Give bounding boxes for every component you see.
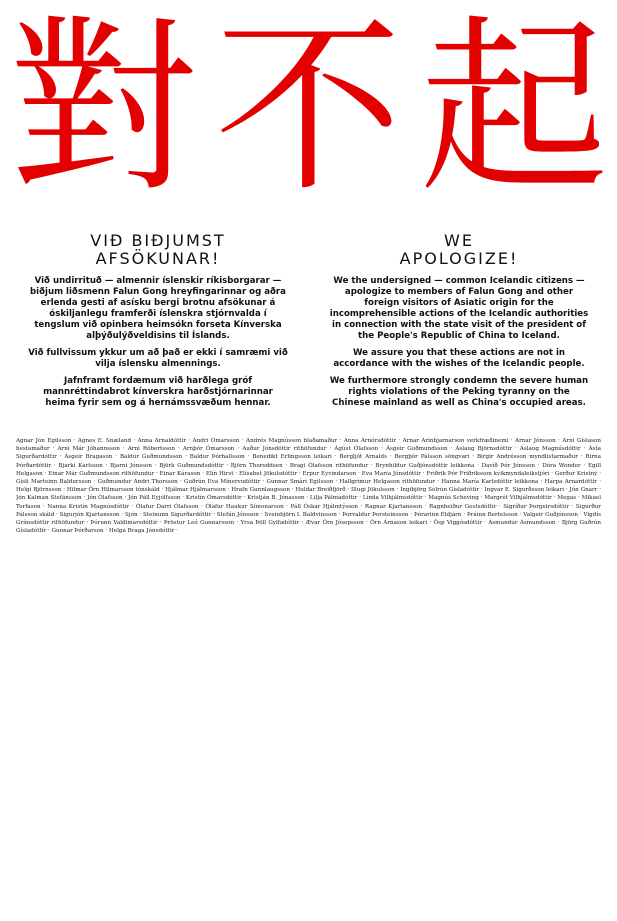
character-bu: 不 xyxy=(214,0,403,218)
english-heading xyxy=(329,232,589,268)
chinese-characters xyxy=(0,0,617,218)
icelandic-column xyxy=(28,232,288,415)
icelandic-heading-line1: VIÐ BIÐJUMST xyxy=(90,231,226,250)
signatory-line: Björn Thoroddsen · Bragi Ólafsson rithöfundur · Brynhildur Guðjónsdóttir leikkona · Davíð Þór Jónsson · Dóra Wonder · Egill Helgason · Einar Már Guðmundsson rithöfundur · Einar Kárason · Elín Hirst · Elísabet Jökulsdóttir · Erpur Eyvindarson · Eva María Jónsdóttir · xyxy=(16,462,601,477)
character-qi: 起 xyxy=(420,0,608,218)
english-paragraph-condemnation: We furthermore strongly condemn the severe human rights violations of the Peking tyranny on the Chinese mainland as well as China's occupied areas. xyxy=(329,376,589,408)
signatory-line: Kristján B. Jónasson · Lilja Pálmadóttir · Linda Vilhjálmsdóttir · Magnús Scheving · Margrét Vilhjálmsdóttir · Megas · Mikael Torfason · Nanna Kristín Magnúsdóttir · Ólafur Darri Ólafsson · Ólafur Haukur Símonarson · Páll Óskar Hjálmtýsson · Ragnar Kjartansson · xyxy=(16,495,601,510)
icelandic-paragraph-assurance: Við fullvissum ykkur um að það er ekki í samræmi við vilja íslensku almennings. xyxy=(28,348,288,369)
icelandic-paragraph-apology: Við undirrituð — almennir íslenskir ríkisborgarar — biðjum liðsmenn Falun Gong hreyfingarinnar og aðra erlenda gesti af asísku bergi brotnu afsökunar á óskiljanlegu framferði íslenskra stjórnvalda í tengslum við opinbera heimsókn forseta Kínverska alþýðulýðveldisins til Íslands. xyxy=(30,276,286,341)
signatory-line: Agnar Jón Egilsson · Agnes E. Snæland · Anna Arnaldóttir · Andri Ómarsson · Andrés Magnússon blaðamaður · Anna Arnórsdóttir · Arnar Arinbjarnarson verkfræðinemi · Arnar Jónsson · Arni Gíslason hestamaður · Arni Már Jóhannsson · Arni Róbertsson · Arnþór Ómarsson · Auður Jónsdóttir rithöfundur · Ágúst Ólafsson · Ásgeir Guðmundsson · Áslaug Björnsdóttir · xyxy=(16,438,601,453)
icelandic-heading xyxy=(28,232,288,268)
english-heading-line1: WE xyxy=(444,231,474,250)
signatory-line: Ragnheiður Gestsdóttir · Sigríður Þorgeirsdóttir · Sigurður Pálsson skáld · Sigurjón Kjartansson · Sjón · Steinunn Sigurðardóttir · Stefán Jónsson · Sveinbjörn I. Baldvinsson · Þorvaldur Þorsteinsson · Þórarinn Eldjárn · Þráinn Bertelsson · Valgeir Guðjónsson · xyxy=(16,503,601,518)
icelandic-paragraph-condemnation: Jafnframt fordæmum við harðlega gróf mannréttindabrot kínverskra harðstjórnarinnar heima fyrir sem og á hernámssvæðum hennar. xyxy=(43,376,273,408)
signatory-line: Vigdís Grímsdóttir rithöfundur · Þórunn Valdimarsdóttir · Þröstur Leó Gunnarsson · Yrsa Þöll Gylfadóttir · Ævar Örn Jósepsson · Örn Árnason leikari · Ösp Viggósdóttir · Ásmundur Ásmundsson · Björg Guðrún Gísladóttir · Gunnar Þórðarson · Helga Braga Jónsdóttir · xyxy=(16,511,601,535)
character-dui: 對 xyxy=(9,0,197,218)
english-column xyxy=(329,232,589,415)
signatory-line: Friðrik Þór Friðriksson kvikmyndaleikstjóri · Gerður Kristný · Gísli Marteinn Baldursson · Guðmundur Andri Thorsson · Guðrún Eva Mínervudóttir · Gunnar Smári Egilsson · Hallgrímur Helgason rithöfundur · Hanna María Karlsdóttir leikkona · Harpa Arnardóttir · Helgi Björnsson · xyxy=(16,470,601,494)
signatory-line: Áslaug Magnúsdóttir · Ásta Sigurðardóttir · Ásgeir Bragason · Baldur Guðmundsson · Baldur Þórhallsson · Benedikt Erlingsson leikari · Bergljót Arnalds · Bergþór Pálsson söngvari · Birgir Andrésson myndlistarmaður · Birna Þórðardóttir · Bjarki Karlsson · Bjarni Jónsson · Björk Guðmundsdóttir · xyxy=(16,446,601,469)
english-paragraph-assurance: We assure you that these actions are not in accordance with the wishes of the Icelandic people. xyxy=(333,348,585,369)
signatories-list xyxy=(16,437,601,915)
english-paragraph-apology: We the undersigned — common Icelandic citizens — apologize to members of Falun Gong and other foreign visitors of Asiatic origin for the incomprehensible actions of the Icelandic authorities in connection with the state visit of the president of the People's Republic of China to Iceland. xyxy=(329,276,589,341)
english-heading-line2: APOLOGIZE! xyxy=(399,249,519,268)
icelandic-heading-line2: AFSÖKUNAR! xyxy=(95,249,221,268)
signatory-line: Hilmar Örn Hilmarsson tónskáld · Hjálmar Hjálmarsson · Hrafn Gunnlaugsson · Huldar Breiðfjörð · Illugi Jökulsson · Ingibjörg Sólrún Gísladóttir · Ingvar E. Sigurðsson leikari · Jón Gnarr · Jón Kalman Stefánsson · Jón Ólafsson · Jón Páll Eyjólfsson · Kristín Ómarsdóttir · xyxy=(16,487,601,502)
